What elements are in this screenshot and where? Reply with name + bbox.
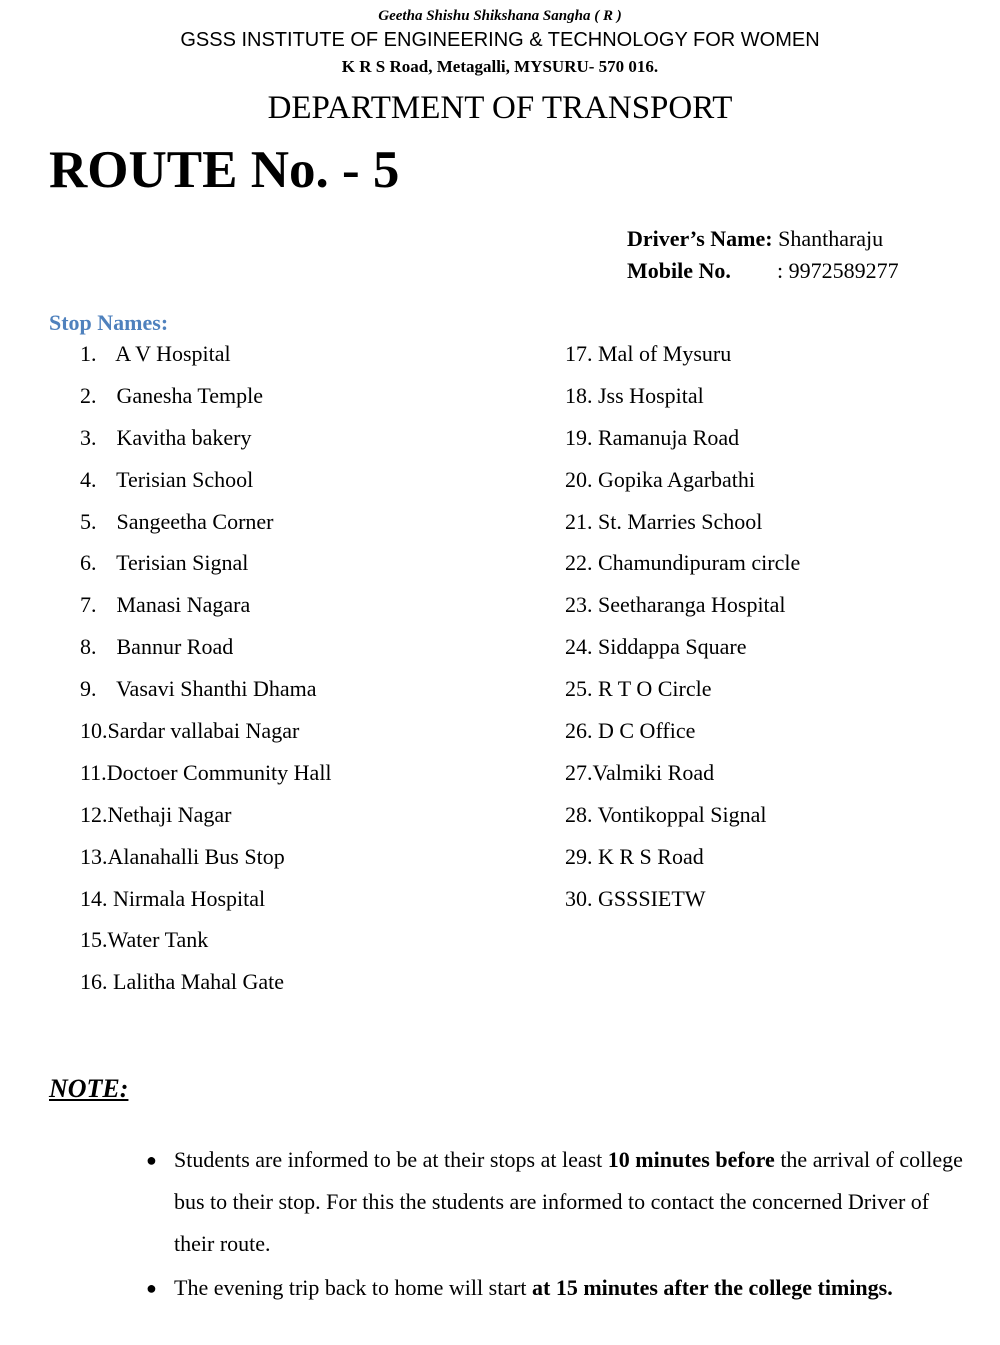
stop-list-left <box>80 340 332 1010</box>
driver-name: Shantharaju <box>778 226 884 251</box>
list-item <box>565 885 800 927</box>
list-item <box>565 591 800 633</box>
route-title: ROUTE No. - 5 <box>49 141 400 199</box>
stop-number: 7. <box>80 592 97 618</box>
stop-number: 14. <box>80 885 108 911</box>
stop-name: Siddappa Square <box>598 634 747 660</box>
stop-name: Terisian Signal <box>116 550 249 576</box>
driver-name-line <box>627 226 883 252</box>
stop-number: 9. <box>80 676 97 702</box>
stop-name: Seetharanga Hospital <box>598 592 786 618</box>
note-text-pre: The evening trip back to home will start <box>174 1275 533 1300</box>
driver-mobile-line <box>627 258 899 284</box>
stop-name: Ramanuja Road <box>598 424 740 450</box>
stop-number: 10. <box>80 718 108 744</box>
stop-list-right <box>565 340 800 926</box>
stop-name: Bannur Road <box>116 634 234 660</box>
stop-number: 15. <box>80 927 108 953</box>
stop-name: A V Hospital <box>115 341 231 366</box>
stop-number: 17. <box>565 341 593 366</box>
stop-name: Water Tank <box>107 927 209 953</box>
stop-number: 4. <box>80 466 97 492</box>
list-item <box>565 424 800 466</box>
list-item <box>565 382 800 424</box>
note-item <box>146 1139 964 1265</box>
note-text-bold: 10 minutes before <box>607 1147 775 1172</box>
list-item <box>80 717 332 759</box>
note-text-post: the arrival of college bus to their stop. For this the students are informed to contact the concerned Driver of their route. <box>174 1147 963 1256</box>
stop-number: 19. <box>565 424 593 450</box>
list-item <box>80 633 332 675</box>
note-text-pre: Students are informed to be at their stops at least <box>174 1147 608 1172</box>
note-list <box>146 1139 964 1311</box>
list-item <box>80 801 332 843</box>
stop-number: 30. <box>565 885 593 911</box>
list-item <box>80 968 332 1010</box>
institute-name: GSSS INSTITUTE OF ENGINEERING & TECHNOLOGY FOR WOMEN <box>180 29 820 51</box>
stop-name: Doctoer Community Hall <box>106 759 332 785</box>
list-item <box>565 508 800 550</box>
stop-name: Nethaji Nagar <box>107 801 232 827</box>
stop-number: 24. <box>565 634 593 660</box>
list-item <box>80 508 332 550</box>
mobile-label: Mobile No. <box>627 258 731 283</box>
driver-name-label: Driver’s Name: <box>627 226 773 251</box>
stop-number: 12. <box>80 801 108 827</box>
list-item <box>80 382 332 424</box>
note-heading: NOTE: <box>49 1074 129 1103</box>
list-item <box>80 885 332 927</box>
stop-name: Lalitha Mahal Gate <box>113 969 285 995</box>
list-item <box>80 591 332 633</box>
stop-number: 25. <box>565 676 593 702</box>
list-item <box>80 466 332 508</box>
stop-name: Terisian School <box>116 466 254 492</box>
stop-name: K R S Road <box>598 843 704 869</box>
list-item <box>565 633 800 675</box>
mobile-number: : 9972589277 <box>777 258 899 283</box>
list-item <box>565 843 800 885</box>
list-item <box>565 340 800 382</box>
society-name: Geetha Shishu Shikshana Sangha ( R ) <box>378 8 622 24</box>
list-item <box>80 926 332 968</box>
list-item <box>80 675 332 717</box>
stop-name: Valmiki Road <box>592 759 715 785</box>
department-title: DEPARTMENT OF TRANSPORT <box>267 90 733 126</box>
list-item <box>565 675 800 717</box>
stop-name: Vontikoppal Signal <box>597 801 767 827</box>
stop-number: 21. <box>565 508 593 534</box>
list-item <box>80 424 332 466</box>
stop-number: 23. <box>565 592 593 618</box>
stop-name: Sardar vallabai Nagar <box>107 718 300 744</box>
stop-number: 6. <box>80 550 97 576</box>
stop-number: 13. <box>80 843 108 869</box>
stop-name: Jss Hospital <box>598 382 704 408</box>
stop-number: 3. <box>80 424 97 450</box>
stop-number: 18. <box>565 382 593 408</box>
stop-name: Mal of Mysuru <box>598 341 732 366</box>
list-item <box>565 801 800 843</box>
stop-name: Vasavi Shanthi Dhama <box>116 676 317 702</box>
stop-name: D C Office <box>598 718 696 744</box>
list-item <box>80 759 332 801</box>
bullet-icon: ● <box>146 1150 157 1170</box>
stop-name: Manasi Nagara <box>116 592 251 618</box>
stop-name: Gopika Agarbathi <box>598 466 756 492</box>
list-item <box>80 340 332 382</box>
note-text-bold: at 15 minutes after the college timings. <box>532 1275 893 1300</box>
list-item <box>80 843 332 885</box>
bullet-icon: ● <box>146 1278 157 1298</box>
stop-name: Alanahalli Bus Stop <box>107 843 285 869</box>
stop-name: St. Marries School <box>598 508 763 534</box>
stop-number: 22. <box>565 550 593 576</box>
stop-number: 27. <box>565 759 593 785</box>
institute-address: K R S Road, Metagalli, MYSURU- 570 016. <box>341 57 659 76</box>
stop-number: 5. <box>80 508 97 534</box>
stop-number: 16. <box>80 969 108 995</box>
stop-number: 29. <box>565 843 593 869</box>
stop-number: 11. <box>80 759 107 785</box>
stop-name: Chamundipuram circle <box>598 550 801 576</box>
stop-name: Kavitha bakery <box>116 424 252 450</box>
stop-name: Sangeetha Corner <box>116 508 274 534</box>
list-item <box>80 549 332 591</box>
list-item <box>565 466 800 508</box>
list-item <box>565 759 800 801</box>
stop-number: 1. <box>80 341 97 366</box>
note-item <box>146 1267 964 1309</box>
stop-name: Ganesha Temple <box>116 382 264 408</box>
list-item <box>565 549 800 591</box>
stop-number: 2. <box>80 382 97 408</box>
stop-name: GSSSIETW <box>598 885 706 911</box>
stop-number: 8. <box>80 634 97 660</box>
stop-name: R T O Circle <box>598 676 712 702</box>
stop-name: Nirmala Hospital <box>113 885 266 911</box>
stop-number: 28. <box>565 801 593 827</box>
stop-names-heading: Stop Names: <box>49 310 169 335</box>
stop-number: 20. <box>565 466 593 492</box>
stop-number: 26. <box>565 718 593 744</box>
list-item <box>565 717 800 759</box>
